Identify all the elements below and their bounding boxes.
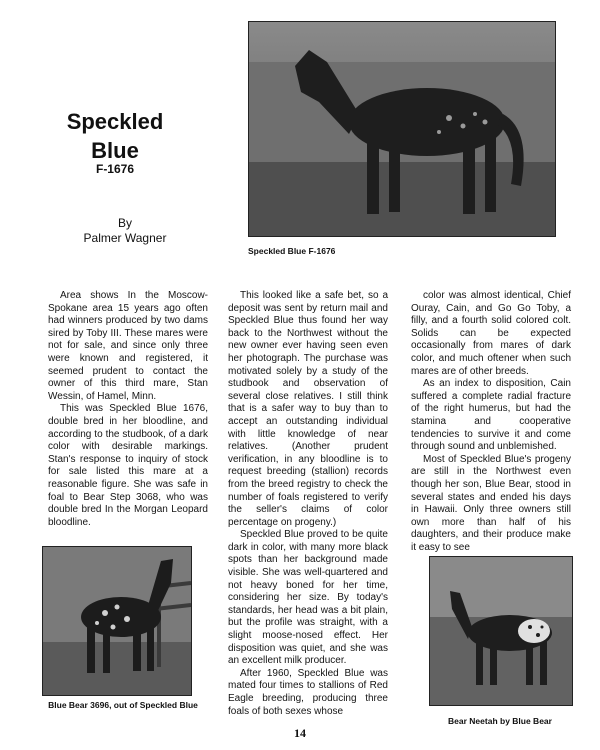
paragraph: This was Speckled Blue 1676, double bred in her bloodline, and according to the studbook, of a dark color with desirable markings. Stan's response to inquiry of stock for sale listed this mare at a reasonable figure. She was safe in foal to Bear Step 3068, who was double bred In the Morgan Leopard bloodline. [48, 403, 208, 528]
author-name: Palmer Wagner [83, 231, 167, 245]
left-photo-illustration [43, 547, 191, 695]
paragraph: Most of Speckled Blue's progeny are still in the Northwest even though her son, Blue Bear, stood in several states and ended his days in Hawaii. Only three owners still own more than half of his daughters, and their produce make it easy to see [411, 453, 571, 553]
main-horse-photo [248, 21, 556, 237]
page-number: 14 [294, 726, 306, 740]
paragraph: After 1960, Speckled Blue was mated four times to stallions of Red Eagle breeding, producing three foals of both sexes whose [228, 667, 388, 717]
horse-photo-illustration [249, 22, 555, 236]
registration-number: F-1676 [95, 162, 135, 176]
right-horse-photo [429, 556, 573, 706]
article-column-3 [411, 290, 571, 554]
paragraph: color was almost identical, Chief Ouray, Cain, and Go Go Toby, a filly, and a fourth solid colored colt. Solids can be expected occasionally from mares of dark color, and much oftener when such mares are of other breeds. [411, 290, 571, 377]
paragraph: This looked like a safe bet, so a deposit was sent by return mail and Speckled Blue thus found her way back to the Northwest without the new owner ever having seen even her photograph. The purchase was motivated solely by a study of the studbook and observation of several close relatives. I still think that is a safer way to buy than to accept an outstanding individual with little knowledge of near relatives. (Another prudent verification, in any bloodline is to request breeding (stallion) records from the breed registry to check the number of foals registered to verify the seller's claims of color percentage on progeny.) [228, 290, 388, 528]
paragraph: Area shows In the Moscow-Spokane area 15 years ago often had winners produced by two dams sired by Toby III. These mares were not for sale, and since only three were known and registered, it seemed prudent to contact the owner of this third mare, Stan Wessin, of Hamel, Minn. [48, 290, 208, 402]
article-title-line1: Speckled [66, 109, 164, 134]
byline-by: By [117, 216, 132, 230]
main-photo-caption: Speckled Blue F-1676 [248, 246, 336, 256]
right-photo-illustration [430, 557, 572, 705]
left-photo-caption: Blue Bear 3696, out of Speckled Blue [48, 700, 198, 710]
article-title-line2: Blue [91, 138, 139, 163]
article-column-2 [228, 290, 388, 718]
paragraph: Speckled Blue proved to be quite dark in color, with many more black spots than her background made visible. She was well-quartered and not heavy boned for her time, considering her size. By today's standards, her head was a bit plain, but the profile was straight, with a slight moose-nosed effect. Her disposition was quiet, and she was an excellent milk producer. [228, 529, 388, 667]
paragraph: As an index to disposition, Cain suffered a complete radial fracture of the right humerus, but had the stamina and cooperative tendencies to survive it and come through sound and unblemished. [411, 378, 571, 453]
article-column-1 [48, 290, 208, 529]
left-horse-photo [42, 546, 192, 696]
right-photo-caption: Bear Neetah by Blue Bear [448, 716, 552, 726]
